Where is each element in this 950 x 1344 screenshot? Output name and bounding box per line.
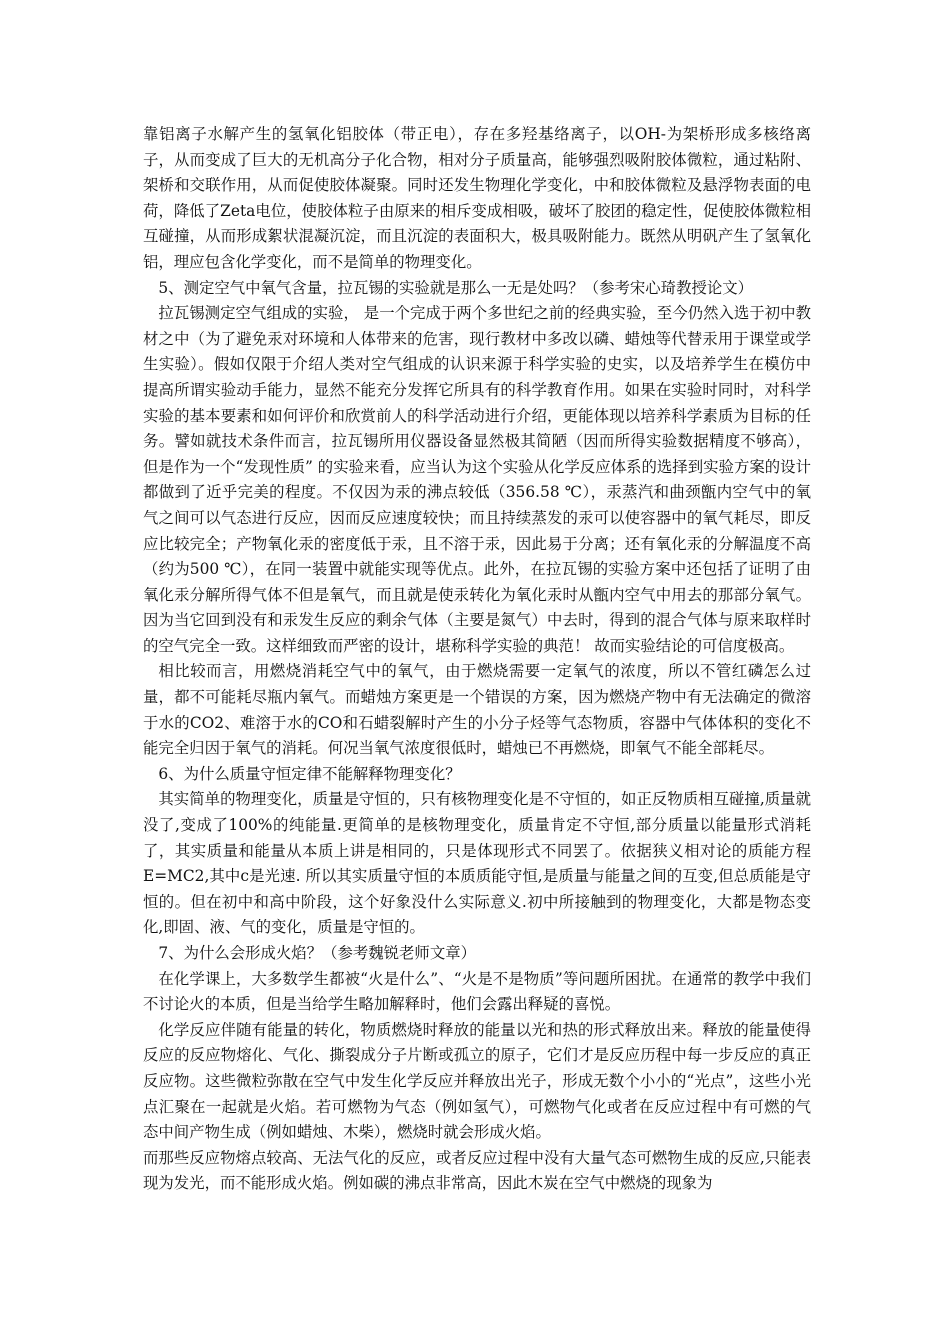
paragraph-flame-formation: 化学反应伴随有能量的转化，物质燃烧时释放的能量以光和热的形式释放出来。释放的能量使得反应的反应物熔化、气化、撕裂成分子片断或孤立的原子，它们才是反应历程中每一步反应的真正反应物。这些微粒弥散在空气中发生化学反应并释放出光子，形成无数个小小的“光点”，这些小光点汇聚在一起就是火焰。若可燃物为气态（例如氢气），可燃物气化或者在反应过程中有可燃的气态中间产物生成（例如蜡烛、木柴），燃烧时就会形成火焰。 bbox=[143, 1020, 811, 1142]
paragraph-no-flame: 而那些反应物熔点较高、无法气化的反应，或者反应过程中没有大量气态可燃物生成的反应,只能表现为发光，而不能形成火焰。例如碳的沸点非常高，因此木炭在空气中燃烧的现象为 bbox=[143, 1148, 811, 1193]
question-5-heading: 5、测定空气中氧气含量，拉瓦锡的实验就是那么一无是处吗？（参考宋心琦教授论文） bbox=[158, 278, 754, 297]
document-body bbox=[143, 122, 811, 1197]
question-7-heading: 7、为什么会形成火焰？（参考魏锐老师文章） bbox=[158, 944, 476, 962]
paragraph-fire-question: 在化学课上，大多数学生都被“火是什么”、“火是不是物质”等问题所困扰。在通常的教学中我们不讨论火的本质，但是当给学生略加解释时，他们会露出释疑的喜悦。 bbox=[143, 969, 811, 1014]
paragraph-alum-hydrolysis: 靠铝离子水解产生的氢氧化铝胶体（带正电），存在多羟基络离子，以OH-为架桥形成多核络离子，从而变成了巨大的无机高分子化合物，相对分子质量高，能够强烈吸附胶体微粒，通过粘附、架桥和交联作用，从而促使胶体凝聚。同时还发生物理化学变化，中和胶体微粒及悬浮物表面的电荷，降低了Zeta电位，使胶体粒子由原来的相斥变成相吸，破坏了胶团的稳定性，促使胶体微粒相互碰撞，从而形成絮状混凝沉淀，而且沉淀的表面积大，极具吸附能力。既然从明矾产生了氢氧化铝，理应包含化学变化，而不是简单的物理变化。 bbox=[143, 125, 811, 271]
question-6-heading: 6、为什么质量守恒定律不能解释物理变化？ bbox=[158, 764, 461, 783]
paragraph-combustion-comparison: 相比较而言，用燃烧消耗空气中的氧气，由于燃烧需要一定氧气的浓度，所以不管红磷怎么过量，都不可能耗尽瓶内氧气。而蜡烛方案更是一个错误的方案，因为燃烧产物中有无法确定的微溶于水的CO2、难溶于水的CO和石蜡裂解时产生的小分子烃等气态物质，容器中气体体积的变化不能完全归因于氧气的消耗。何况当氧气浓度很低时，蜡烛已不再燃烧，即氧气不能全部耗尽。 bbox=[143, 662, 811, 758]
paragraph-mass-conservation: 其实简单的物理变化，质量是守恒的，只有核物理变化是不守恒的，如正反物质相互碰撞,质量就没了,变成了100%的纯能量.更简单的是核物理变化，质量肯定不守恒,部分质量以能量形式消耗了，其实质量和能量从本质上讲是相同的，只是体现形式不同罢了。依据狭义相对论的质能方程E=MC2,其中c是光速. 所以其实质量守恒的本质质能守恒,是质量与能量之间的互变,但总质能是守恒的。但在初中和高中阶段，这个好象没什么实际意义.初中所接触到的物理变化，大都是物态变化,即固、液、气的变化，质量是守恒的。 bbox=[143, 790, 811, 937]
paragraph-lavoisier-experiment: 拉瓦锡测定空气组成的实验， 是一个完成于两个多世纪之前的经典实验，至今仍然入选于初中教材之中（为了避免汞对环境和人体带来的危害，现行教材中多改以磷、蜡烛等代替汞用于课堂或学生实验）。假如仅限于介绍人类对空气组成的认识来源于科学实验的史实，以及培养学生在模仿中提高所谓实验动手能力，显然不能充分发挥它所具有的科学教育作用。如果在实验时同时，对科学实验的基本要素和如何评价和欣赏前人的科学活动进行介绍，更能体现以培养科学素质为目标的任务。譬如就技术条件而言，拉瓦锡所用仪器设备显然极其简陋（因而所得实验数据精度不够高），但是作为一个“发现性质” 的实验来看，应当认为这个实验从化学反应体系的选择到实验方案的设计都做到了近乎完美的程度。不仅因为汞的沸点较低（356.58 ℃），汞蒸汽和曲颈甑内空气中的氧气之间可以气态进行反应，因而反应速度较快；而且持续蒸发的汞可以使容器中的氧气耗尽，即反应比较完全；产物氧化汞的密度低于汞，且不溶于汞，因此易于分离；还有氧化汞的分解温度不高（约为500 ℃），在同一装置中就能实现等优点。此外，在拉瓦锡的实验方案中还包括了证明了由氧化汞分解所得气体不但是氧气，而且就是使汞转化为氧化汞时从甑内空气中用去的那部分氧气。因为当它回到没有和汞发生反应的剩余气体（主要是氮气）中去时，得到的混合气体与原来取样时的空气完全一致。这样细致而严密的设计，堪称科学实验的典范！ 故而实验结论的可信度极高。 bbox=[143, 304, 811, 655]
